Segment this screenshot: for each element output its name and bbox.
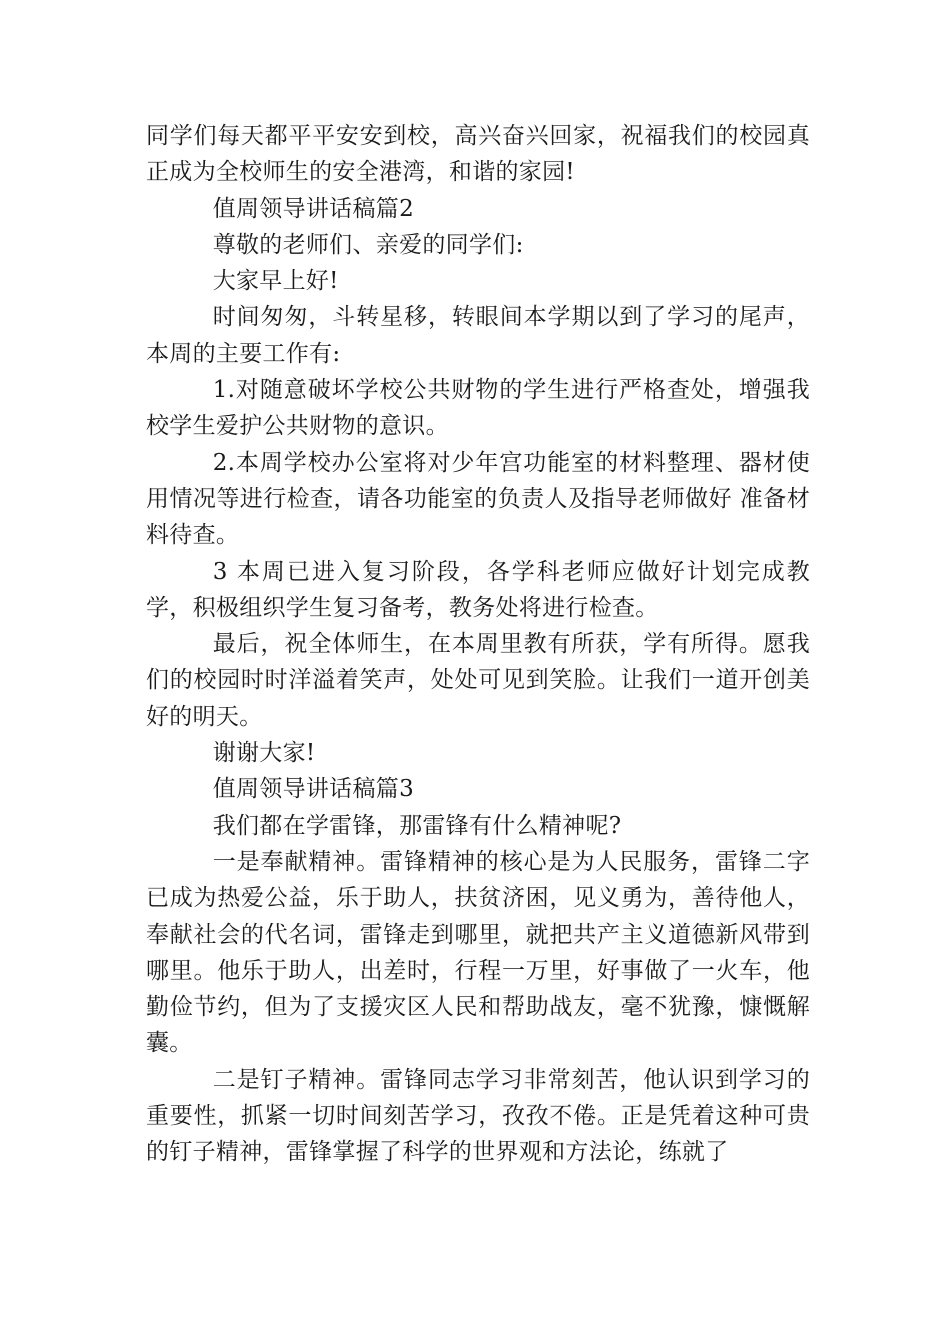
list-item-3: 3 本周已进入复习阶段，各学科老师应做好计划完成教学，积极组织学生复习备考，教务处将进行检查。 bbox=[146, 558, 810, 621]
paragraph-continuation: 同学们每天都平平安安到校，高兴奋兴回家，祝福我们的校园真正成为全校师生的安全港湾，和谐的家园! bbox=[146, 123, 810, 186]
document-body bbox=[146, 118, 810, 1171]
paragraph-dedication: 一是奉献精神。雷锋精神的核心是为人民服务，雷锋二字已成为热爱公益，乐于助人，扶贫济困，见义勇为，善待他人，奉献社会的代名词，雷锋走到哪里，就把共产主义道德新风带到哪里。他乐于助人，出差时，行程一万里，好事做了一火车，他勤俭节约，但为了支援灾区人民和帮助战友，毫不犹豫，慷慨解囊。 bbox=[146, 848, 810, 1057]
paragraph-closing: 最后，祝全体师生，在本周里教有所获，学有所得。愿我们的校园时时洋溢着笑声，处处可见到笑脸。让我们一道开创美好的明天。 bbox=[146, 631, 810, 730]
thanks: 谢谢大家! bbox=[212, 740, 316, 767]
list-item-1: 1.对随意破坏学校公共财物的学生进行严格查处，增强我校学生爱护公共财物的意识。 bbox=[146, 377, 810, 440]
paragraph-intro: 时间匆匆，斗转星移，转眼间本学期以到了学习的尾声，本周的主要工作有: bbox=[146, 304, 810, 367]
section-heading-3: 值周领导讲话稿篇3 bbox=[212, 776, 415, 803]
greeting: 大家早上好! bbox=[212, 268, 339, 295]
section-heading-2: 值周领导讲话稿篇2 bbox=[212, 195, 415, 222]
paragraph-question: 我们都在学雷锋，那雷锋有什么精神呢? bbox=[212, 812, 622, 839]
salutation: 尊敬的老师们、亲爱的同学们: bbox=[212, 231, 524, 258]
list-item-2: 2.本周学校办公室将对少年宫功能室的材料整理、器材使用情况等进行检查，请各功能室的负责人及指导老师做好 准备材料待查。 bbox=[146, 449, 810, 549]
paragraph-nail-spirit: 二是钉子精神。雷锋同志学习非常刻苦，他认识到学习的重要性，抓紧一切时间刻苦学习，孜孜不倦。正是凭着这种可贵的钉子精神，雷锋掌握了科学的世界观和方法论，练就了 bbox=[146, 1066, 810, 1166]
